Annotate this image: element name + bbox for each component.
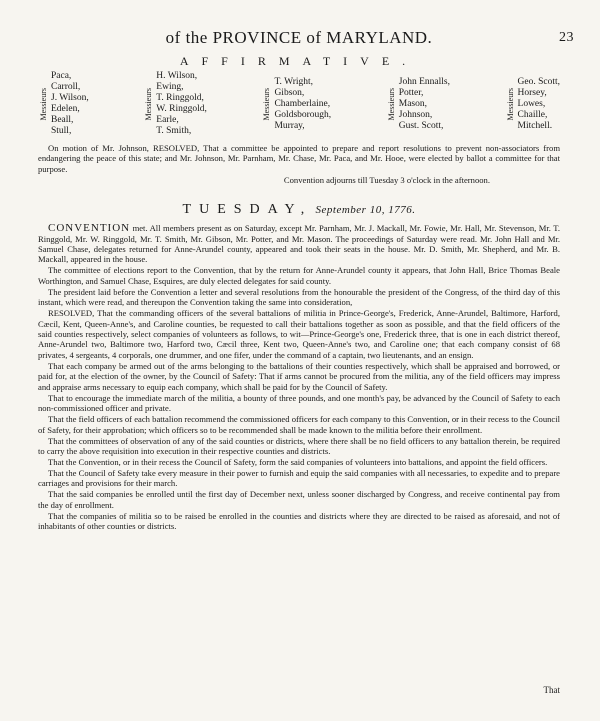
vote-column [261, 71, 331, 137]
running-title: of the PROVINCE of MARYLAND. [165, 28, 433, 47]
voter-name: Stull, [51, 126, 72, 136]
voter-name: T. Smith, [156, 126, 192, 136]
convention-word: CONVENTION [48, 222, 131, 235]
adjournment-line: Convention adjourns till Tuesday 3 o'clock in the afternoon. [283, 174, 490, 185]
voter-name: Mason, [398, 98, 427, 109]
catchword: That [543, 685, 560, 695]
voter-name: J. Wilson, [51, 93, 89, 103]
day-name: TUESDAY, [182, 202, 313, 218]
day-heading [38, 201, 560, 218]
motion-paragraph: On motion of Mr. Johnson, RESOLVED, That a committee be appointed to prepare and report resolutions to prevent non-associators from endangering the peace of this state; and Mr. Johnson, Mr. Parnham, Mr. Chase, Mr. Paca, and Mr. Hooe, were elected by ballot a committee for that purpose. [38, 143, 560, 174]
proceedings-paragraph: The president laid before the Convention a letter and several resolutions from the honourable the president of the Congress, of the third day of this instant, which were read, and thereupon the Convention taking the same into consideration, [38, 286, 560, 308]
voter-name: Gibson, [274, 87, 305, 98]
paragraph-text: met. All members present as on Saturday, except Mr. Parnham, Mr. J. Mackall, Mr. Fowie, Mr. Hall, Mr. Stevenson, Mr. T. Ringgold, Mr. W. Ringgold, Mr. T. Smith, Mr. Gibson, Mr. Potter, and Mr. Mason. The proceedings of Saturday were read. Mr. John Hall and Mr. Samuel Chase, delegates returned for Anne-Arundel county, appeared and took their seats in the house. Mr. D. Smith, Mr. Shepherd, and Mr. B. Mackall, appeared in the house. [38, 223, 560, 265]
voter-name: Potter, [398, 87, 424, 98]
voter-name: Murray, [274, 120, 305, 131]
proceedings-paragraph [38, 223, 560, 265]
voter-name: H. Wilson, [156, 71, 198, 81]
voter-name: W. Ringgold, [156, 104, 207, 114]
proceedings-paragraph: That each company be armed out of the arms belonging to the battalions of their counties respectively, which shall be appraised and borrowed, or paid for, at the election of the owner, by the Council of Safety: That if arms cannot be procured from the militia, any of the field officers may impress and appraise arms necessary to equip each company, which shall be paid for by the Council of Safety. [38, 360, 560, 392]
voter-name: Beall, [51, 115, 74, 125]
page-number: 23 [559, 30, 574, 45]
voter-name: Earle, [156, 115, 179, 125]
vote-list [38, 71, 560, 137]
vote-prefix: Messieurs [144, 87, 154, 121]
proceedings-paragraph: The committee of elections report to the Convention, that by the return for Anne-Arundel county it appears, that John Hall, Brice Thomas Beale Worthington, and Samuel Chase, Esquires, are duly elected delegates for said county. [38, 265, 560, 286]
vote-column [143, 71, 207, 137]
vote-prefix: Messieurs [262, 87, 272, 121]
proceedings-paragraph: That to encourage the immediate march of the militia, a bounty of three pounds, and one month's pay, be advanced by the Council of Safety to each non-commissioned officer and private. [38, 392, 560, 414]
proceedings-paragraph: That the committees of observation of any of the said counties or districts, where there shall be no field officers to any battalion therein, be required to carry the above requisition into execution in their respective counties and districts. [38, 435, 560, 456]
voter-name: Chamberlaine, [274, 98, 331, 109]
proceedings-paragraph: That the Convention, or in their recess the Council of Safety, form the said companies of volunteers into battalions, and appoint the field officers. [48, 456, 548, 467]
proceedings-paragraph: That the Council of Safety take every measure in their power to furnish and equip the said companies with all necessaries, to expedite and to prepare carriages and provisions for their march. [38, 467, 560, 489]
voter-name: Mitchell. [517, 120, 553, 131]
voter-name: Chaille, [517, 109, 548, 120]
voter-name: Gust. Scott, [398, 120, 444, 131]
voter-name: Ewing, [156, 82, 184, 92]
page-header [38, 28, 574, 48]
day-date: September 10, 1776. [315, 204, 416, 217]
proceedings-paragraph: RESOLVED, That the commanding officers of the several battalions of militia in Prince-George's, Frederick, Anne-Arundel, Baltimore, Harford, Cæcil, Kent, Queen-Anne's, and Caroline counties, be requested to call their battalions together as soon as possible, and that the field officers of the said counties respectively, select companies of volunteers as follows, to wit—Prince-George's one, Frederick three, that is one in each district thereof, Anne-Arundel two, Baltimore two, Harford two, Cæcil three, Kent two, Queen-Anne's two, and Caroline one; that each company consist of 68 privates, 4 sergeants, 4 corporals, one drummer, and one fifer, under the command of a captain, two lieutenants, and an ensign. [38, 308, 560, 360]
voter-name: Lowes, [517, 98, 546, 109]
proceedings-paragraph: That the said companies be enrolled until the first day of December next, unless sooner discharged by Congress, and receive continental pay from the day of enrollment. [38, 489, 560, 510]
vote-column [38, 71, 89, 137]
vote-column [386, 71, 450, 137]
vote-prefix: Messieurs [505, 87, 515, 121]
voter-name: Edelen, [51, 104, 80, 114]
affirmative-heading: AFFIRMATIVE. [179, 54, 419, 68]
vote-column [505, 71, 560, 137]
vote-prefix: Messieurs [386, 87, 396, 121]
voter-name: Goldsborough, [274, 109, 332, 120]
voter-name: Carroll, [51, 82, 81, 92]
voter-name: Johnson, [398, 109, 433, 120]
vote-prefix: Messieurs [39, 87, 48, 121]
proceedings-paragraph: That the field officers of each battalion recommend the commissioned officers for each company to this Convention, or in their recess to the Council of Safety, for their approbation; which officers so to be recommended shall be made known to the militia before their enrollment. [38, 414, 560, 435]
voter-name: Paca, [51, 71, 72, 81]
voter-name: T. Ringgold, [156, 93, 204, 103]
voter-name: John Ennalls, [398, 76, 450, 87]
proceedings-paragraph: That the companies of militia so to be raised be enrolled in the counties and districts where they are directed to be raised as aforesaid, and not of inhabitants of other counties or districts. [38, 510, 560, 532]
voter-name: T. Wright, [274, 76, 314, 87]
voter-name: Horsey, [517, 87, 547, 98]
voter-name: Geo. Scott, [517, 76, 560, 87]
